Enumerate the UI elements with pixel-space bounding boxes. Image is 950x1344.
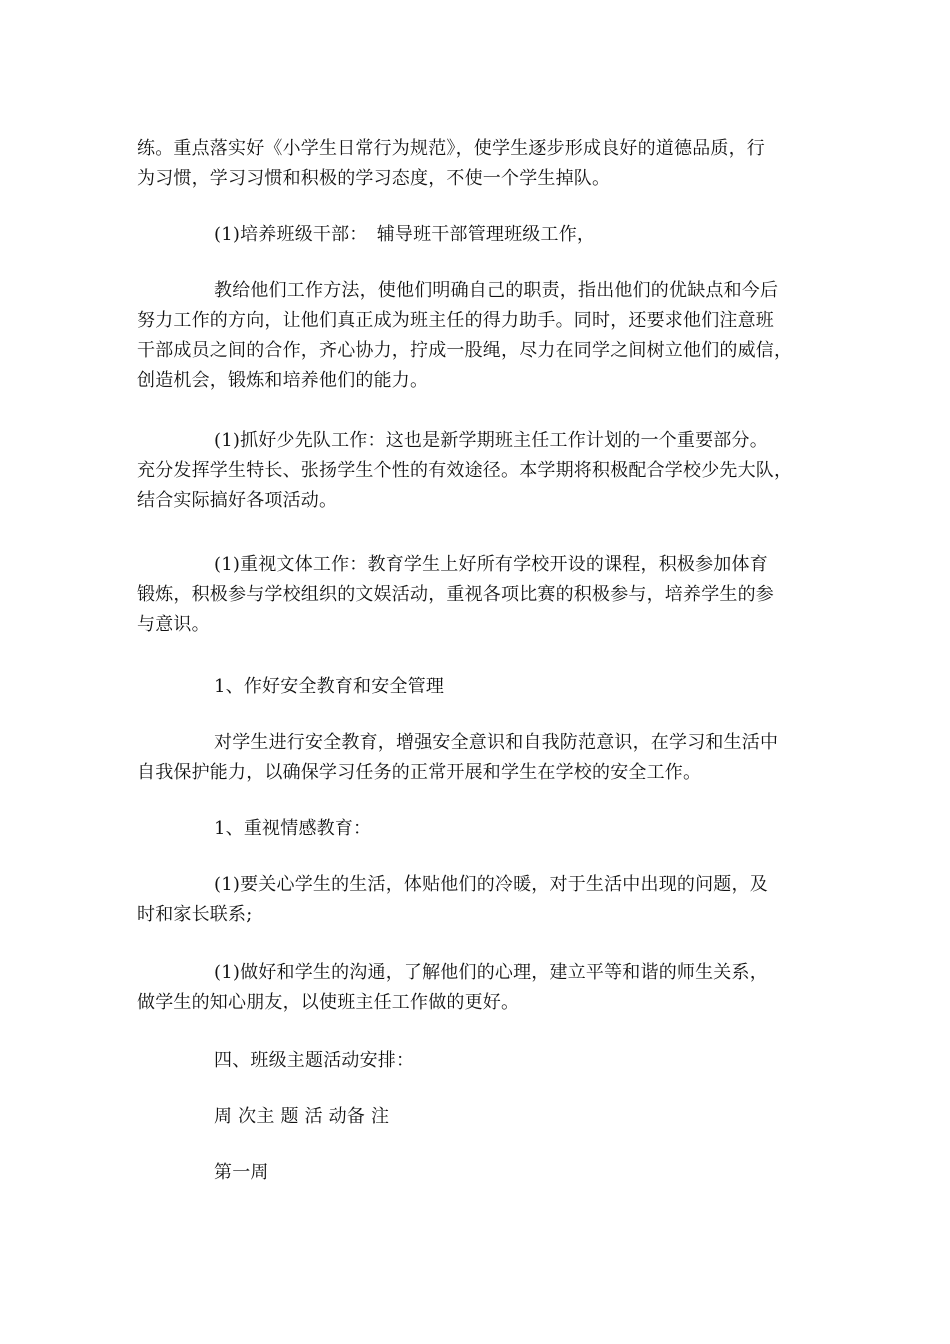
text-line: 锻炼，积极参与学校组织的文娱活动，重视各项比赛的积极参与，培养学生的参 [137,584,774,605]
text-line: 1、重视情感教育： [214,818,372,839]
text-line: (1)重视文体工作：教育学生上好所有学校开设的课程，积极参加体育 [214,554,768,575]
paragraph-class-cadre-heading [137,220,837,250]
text-line: 1、作好安全教育和安全管理 [214,676,445,697]
text-line: 充分发挥学生特长、张扬学生个性的有效途径。本学期将积极配合学校少先大队， [137,460,793,481]
paragraph-young-pioneers [137,426,837,516]
text-line: 练。重点落实好《小学生日常行为规范》，使学生逐步形成良好的道德品质，行 [137,138,765,159]
table-header-row [137,1102,837,1132]
paragraph-safety-heading [137,672,837,702]
text-line: (1)培养班级干部： 辅导班干部管理班级工作， [214,224,596,245]
text-line: (1)要关心学生的生活，体贴他们的冷暖，对于生活中出现的问题，及 [214,874,768,895]
paragraph-class-cadre-body [137,276,837,396]
paragraph-communication [137,958,837,1018]
text-line: 创造机会，锻炼和培养他们的能力。 [137,370,429,391]
paragraph-culture-sports [137,550,837,640]
paragraph-emotional-heading [137,814,837,844]
text-line: 与意识。 [137,614,210,635]
text-line: 对学生进行安全教育，增强安全意识和自我防范意识，在学习和生活中 [214,732,779,753]
text-line: 做学生的知心朋友，以使班主任工作做的更好。 [137,992,520,1013]
text-line: 干部成员之间的合作，齐心协力，拧成一股绳，尽力在同学之间树立他们的威信， [137,340,793,361]
section-heading-theme-activities [137,1046,837,1076]
text-line: 周 次主 题 活 动备 注 [214,1106,390,1127]
text-line: 为习惯，学习习惯和积极的学习态度，不使一个学生掉队。 [137,168,611,189]
text-line: 努力工作的方向，让他们真正成为班主任的得力助手。同时，还要求他们注意班 [137,310,774,331]
paragraph-care-students [137,870,837,930]
text-line: 教给他们工作方法，使他们明确自己的职责，指出他们的优缺点和今后 [214,280,779,301]
week-label [137,1158,837,1188]
text-line: 时和家长联系; [137,904,253,925]
text-line: 自我保护能力，以确保学习任务的正常开展和学生在学校的安全工作。 [137,762,702,783]
text-line: (1)做好和学生的沟通，了解他们的心理，建立平等和谐的师生关系， [214,962,768,983]
paragraph-safety-body [137,728,837,788]
text-line: 第一周 [214,1162,269,1183]
text-line: (1)抓好少先队工作：这也是新学期班主任工作计划的一个重要部分。 [214,430,768,451]
text-line: 结合实际搞好各项活动。 [137,490,338,511]
paragraph-routine-norms [137,134,837,194]
text-line: 四、班级主题活动安排： [214,1050,415,1071]
